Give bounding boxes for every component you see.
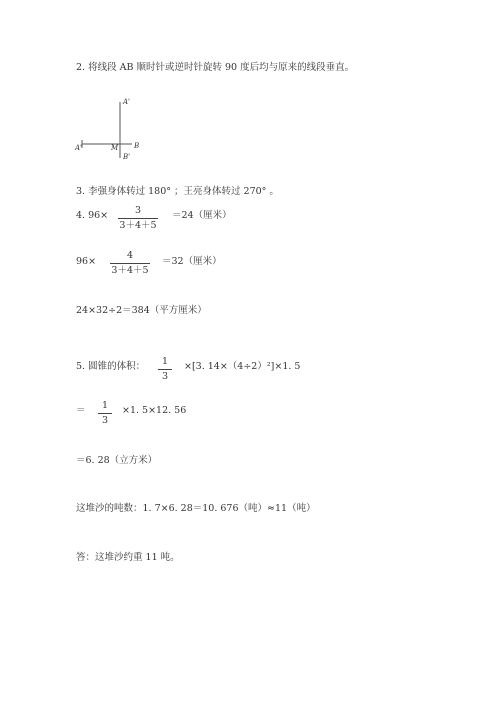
q5-line4: 这堆沙的吨数：1. 7×6. 28＝10. 676（吨）≈11（吨）	[76, 503, 316, 514]
label-b: B	[134, 142, 140, 150]
fraction-bar	[158, 369, 172, 370]
q4-line2-denominator: 3＋4＋5	[111, 264, 149, 276]
rotation-figure	[70, 92, 150, 164]
q5-line1-numerator: 1	[161, 356, 169, 367]
q4-line1-suffix: ＝24（厘米）	[172, 210, 232, 221]
q4-line2-numerator: 4	[126, 250, 134, 261]
q4-line2-fraction	[110, 251, 150, 275]
fraction-bar	[98, 413, 112, 414]
q5-line2-numerator: 1	[101, 400, 109, 411]
label-m: M	[111, 144, 119, 152]
q4-line3: 24×32÷2＝384（平方厘米）	[76, 305, 207, 316]
q5-answer: 答：这堆沙约重 11 吨。	[76, 552, 180, 563]
q5-line3: ＝6. 28（立方米）	[76, 455, 158, 466]
q5-line1-fraction	[158, 357, 172, 381]
q3-text: 3. 李强身体转过 180° ；王亮身体转过 270° 。	[76, 186, 279, 197]
q2-text: 2. 将线段 AB 顺时针或逆时针旋转 90 度后均与原来的线段垂直。	[76, 62, 355, 73]
q5-line2-denominator: 3	[101, 414, 109, 426]
q4-line2-prefix: 96×	[76, 256, 97, 267]
q5-line1-prefix: 5. 圆锥的体积：	[76, 361, 146, 372]
q5-line2-suffix: ×1. 5×12. 56	[122, 405, 187, 416]
q5-line1-denominator: 3	[161, 370, 169, 382]
q4-line1-denominator: 3＋4＋5	[119, 219, 157, 231]
fraction-bar	[110, 263, 150, 264]
label-a-prime-top: A'	[123, 98, 130, 106]
q5-line2-fraction	[98, 401, 112, 425]
q4-line2-suffix: ＝32（厘米）	[162, 256, 222, 267]
q4-line1-prefix: 4. 96×	[76, 210, 109, 221]
label-b-prime: B'	[123, 153, 131, 161]
q5-line1-suffix: ×[3. 14×（4÷2）²]×1. 5	[184, 361, 301, 372]
fraction-bar	[118, 218, 158, 219]
label-a-prime-left: A'	[75, 144, 82, 152]
q5-line2-prefix: ＝	[76, 405, 86, 416]
q4-line1-numerator: 3	[134, 205, 142, 216]
q4-line1-fraction	[118, 206, 158, 230]
